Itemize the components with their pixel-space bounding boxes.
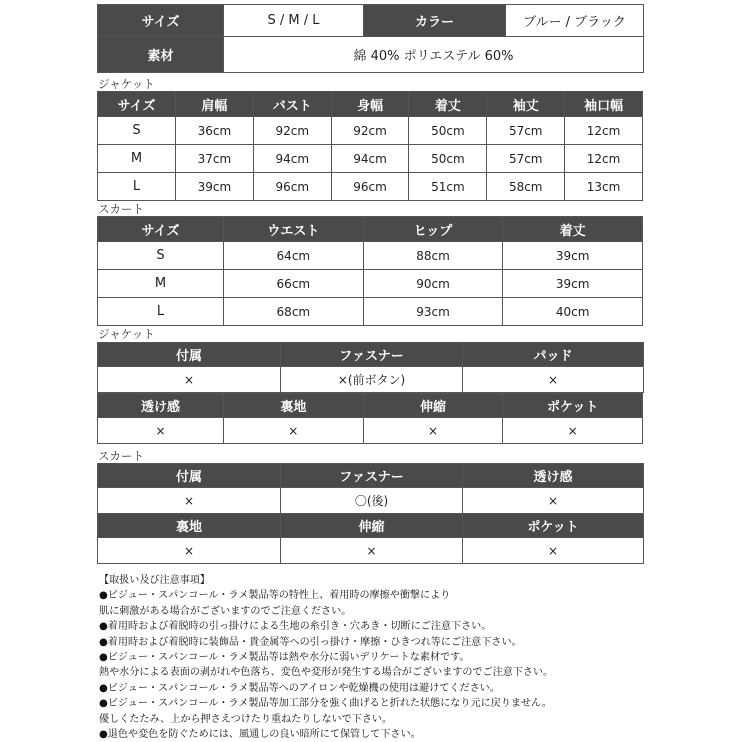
spec-table: [97, 4, 644, 73]
header-cell: 袖丈: [487, 92, 565, 117]
table-cell: 39cm: [503, 270, 643, 298]
table-cell: 92cm: [253, 117, 331, 145]
table-cell: 68cm: [224, 298, 364, 326]
table-row: [98, 270, 643, 298]
table-cell: L: [98, 173, 176, 201]
header-cell: 着丈: [409, 92, 487, 117]
table-cell: S: [98, 242, 224, 270]
table-cell: 64cm: [224, 242, 364, 270]
table-cell: 93cm: [363, 298, 503, 326]
jacket-size-table: [97, 91, 643, 201]
header-cell: 伸縮: [281, 514, 463, 538]
table-cell: 37cm: [176, 145, 254, 173]
header-cell: 裏地: [224, 394, 364, 418]
care-note-line: ●ビジュー・スパンコール・ラメ製品等加工部分を強く曲げると折れた状態になり元に戻りません。: [99, 698, 552, 710]
table-cell: 51cm: [409, 173, 487, 201]
skirt-details-table-1: [97, 463, 644, 564]
table-cell: 94cm: [331, 145, 409, 173]
value-cell: ×: [281, 538, 463, 564]
table-cell: M: [98, 270, 224, 298]
table-cell: 94cm: [253, 145, 331, 173]
color-value: ブルー / ブラック: [506, 5, 644, 37]
header-cell: ポケット: [463, 514, 644, 538]
care-note-line: ●着用時および着脱時の引っ掛けによる生地の糸引き・穴あき・切断にご注意下さい。: [99, 621, 492, 633]
header-cell: サイズ: [98, 92, 176, 117]
table-cell: 12cm: [565, 117, 643, 145]
material-value: 綿 40% ポリエステル 60%: [224, 37, 644, 73]
table-cell: 36cm: [176, 117, 254, 145]
table-cell: 96cm: [253, 173, 331, 201]
table-row: [98, 298, 643, 326]
table-cell: S: [98, 117, 176, 145]
table-cell: 50cm: [409, 145, 487, 173]
table-cell: 39cm: [503, 242, 643, 270]
value-cell: 〇(後): [281, 488, 463, 514]
table-cell: 90cm: [363, 270, 503, 298]
header-cell: 付属: [98, 464, 281, 488]
table-row: [98, 145, 643, 173]
table-cell: 50cm: [409, 117, 487, 145]
care-notes-title: 【取扱い及び注意事項】: [99, 575, 211, 586]
size-label: サイズ: [98, 5, 224, 37]
header-cell: 袖口幅: [565, 92, 643, 117]
header-cell: 肩幅: [176, 92, 254, 117]
table-row: [98, 242, 643, 270]
table-cell: 96cm: [331, 173, 409, 201]
color-label: カラー: [364, 5, 506, 37]
jacket-details-title: ジャケット: [98, 327, 155, 341]
header-cell: ウエスト: [224, 217, 364, 242]
header-cell: ポケット: [503, 394, 643, 418]
value-cell: ×: [98, 488, 281, 514]
header-cell: バスト: [253, 92, 331, 117]
table-cell: L: [98, 298, 224, 326]
value-cell: ×: [463, 488, 644, 514]
header-cell: 裏地: [98, 514, 281, 538]
value-cell: ×: [503, 418, 643, 444]
table-cell: 92cm: [331, 117, 409, 145]
header-cell: ファスナー: [281, 343, 463, 367]
header-cell: ファスナー: [281, 464, 463, 488]
skirt-size-table: [97, 216, 643, 326]
table-row: [98, 173, 643, 201]
jacket-size-title: ジャケット: [98, 77, 155, 91]
header-cell: パッド: [463, 343, 644, 367]
value-cell: ×: [463, 538, 644, 564]
table-cell: 13cm: [565, 173, 643, 201]
value-cell: ×: [98, 538, 281, 564]
table-cell: 57cm: [487, 117, 565, 145]
header-cell: 透け感: [463, 464, 644, 488]
header-cell: サイズ: [98, 217, 224, 242]
value-cell: ×: [98, 367, 281, 393]
header-cell: 身幅: [331, 92, 409, 117]
table-cell: 12cm: [565, 145, 643, 173]
size-value: S / M / L: [224, 5, 364, 37]
skirt-details-title: スカート: [98, 449, 144, 463]
table-cell: 66cm: [224, 270, 364, 298]
value-cell: ×: [463, 367, 644, 393]
care-note-line: 熱や水分による表面の剥がれや色落ち、変色や変形が発生する場合がございますのでご注意下さい。: [99, 667, 554, 679]
header-cell: 伸縮: [363, 394, 503, 418]
table-cell: 88cm: [363, 242, 503, 270]
jacket-details-table-2: [97, 393, 643, 444]
care-note-line: ●退色や変色を防ぐためには、風通しの良い暗所にて保管して下さい。: [99, 729, 421, 741]
care-notes: [99, 573, 644, 742]
value-cell: ×: [224, 418, 364, 444]
table-cell: 58cm: [487, 173, 565, 201]
care-note-line: ●着用時および着脱時に装飾品・貴金属等への引っ掛け・摩擦・ひきつれ等にご注意下さい。: [99, 636, 522, 648]
jacket-details-table-1: [97, 342, 644, 393]
table-cell: 39cm: [176, 173, 254, 201]
header-cell: 付属: [98, 343, 281, 367]
care-note-line: 肌に刺激がある場合がございますのでご注意ください。: [99, 605, 352, 617]
care-note-line: ●ビジュー・スパンコール・ラメ製品等へのアイロンや乾燥機の使用は避けてください。: [99, 682, 500, 694]
value-cell: ×(前ボタン): [281, 367, 463, 393]
table-row: [98, 117, 643, 145]
header-cell: 透け感: [98, 394, 224, 418]
care-note-line: ●ビジュー・スパンコール・ラメ製品等の特性上、着用時の摩擦や衝撃により: [99, 590, 451, 602]
value-cell: ×: [98, 418, 224, 444]
table-cell: 40cm: [503, 298, 643, 326]
header-cell: ヒップ: [363, 217, 503, 242]
skirt-size-title: スカート: [98, 202, 144, 216]
material-label: 素材: [98, 37, 224, 73]
care-note-line: ●ビジュー・スパンコール・ラメ製品等は熱や水分に弱いデリケートな素材です。: [99, 652, 470, 664]
table-cell: M: [98, 145, 176, 173]
table-cell: 57cm: [487, 145, 565, 173]
value-cell: ×: [363, 418, 503, 444]
care-note-line: 優しくたたみ、上から押さえつけたり重ねたりしないで下さい。: [99, 713, 393, 725]
header-cell: 着丈: [503, 217, 643, 242]
